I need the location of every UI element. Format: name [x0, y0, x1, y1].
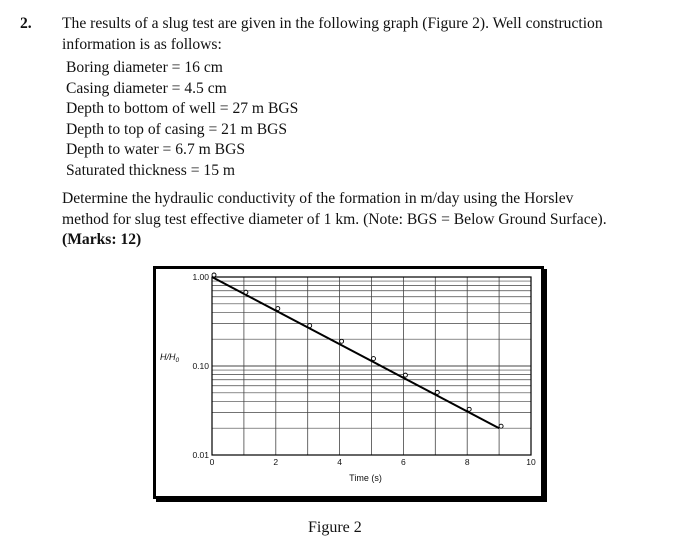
- x-tick-label: 2: [273, 457, 279, 467]
- data-point: [467, 407, 471, 411]
- data-point: [372, 357, 376, 361]
- info-casing-diameter: Casing diameter = 4.5 cm: [66, 79, 227, 97]
- info-depth-water: Depth to water = 6.7 m BGS: [66, 141, 246, 158]
- y-tick-label: 0.01: [192, 450, 209, 460]
- figure-frame: [153, 266, 544, 499]
- y-axis-label: $H/H_0$: [160, 352, 180, 364]
- figure-caption: Figure 2: [308, 519, 362, 536]
- trend-line: [212, 277, 499, 428]
- task-line-2: method for slug test effective diameter of 1 km. (Note: BGS = Below Ground Surface).: [62, 210, 607, 228]
- marks-label: (Marks: 12): [62, 231, 142, 248]
- slug-test-chart: [156, 269, 541, 496]
- x-tick-label: 0: [209, 457, 215, 467]
- x-tick-label: 8: [464, 457, 470, 467]
- data-point: [244, 290, 248, 294]
- data-point: [276, 307, 280, 311]
- y-tick-label: 0.10: [192, 361, 209, 371]
- data-point: [340, 339, 344, 343]
- info-depth-top-casing: Depth to top of casing = 21 m BGS: [66, 120, 288, 138]
- info-saturated-thickness: Saturated thickness = 15 m: [66, 161, 236, 179]
- x-tick-label: 6: [401, 457, 406, 467]
- info-depth-bottom: Depth to bottom of well = 27 m BGS: [66, 100, 299, 117]
- x-tick-label: 4: [337, 457, 342, 467]
- question-intro-line-2: information is as follows:: [62, 35, 222, 53]
- data-point: [212, 273, 216, 277]
- y-tick-label: 1.00: [192, 272, 209, 282]
- question-intro-line-1: The results of a slug test are given in the following graph (Figure 2). Well construction: [62, 15, 603, 32]
- data-point: [499, 424, 503, 428]
- x-axis-label: Time (s): [349, 473, 382, 483]
- task-line-1: Determine the hydraulic conductivity of the formation in m/day using the Horslev: [62, 190, 574, 207]
- x-tick-label: 10: [526, 457, 536, 467]
- info-boring-diameter: Boring diameter = 16 cm: [66, 59, 223, 76]
- question-number: 2.: [20, 15, 32, 32]
- data-point: [403, 373, 407, 377]
- data-point: [435, 390, 439, 394]
- data-point: [308, 324, 312, 328]
- y-axis-label-subscript: 0: [175, 357, 180, 364]
